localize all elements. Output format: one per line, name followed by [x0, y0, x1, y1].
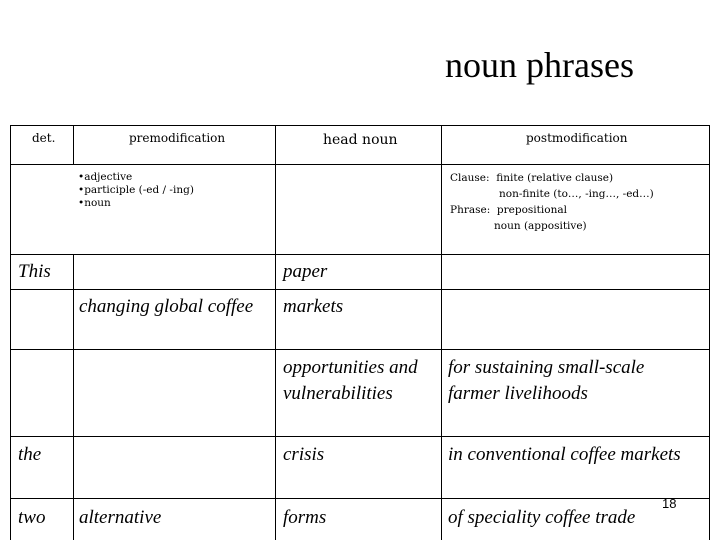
- col-divider-det: [73, 125, 74, 165]
- row4-postmod: in conventional coffee markets: [448, 444, 681, 465]
- premod-note-item: •participle (-ed / -ing): [78, 184, 194, 196]
- row1-head: paper: [283, 261, 328, 282]
- col-divider-premod: [275, 125, 276, 540]
- row5-det: two: [18, 507, 46, 528]
- row-separator: [10, 289, 710, 290]
- row4-head: crisis: [283, 444, 325, 465]
- premod-note-item: •adjective: [78, 171, 133, 183]
- row4-det: the: [18, 444, 42, 465]
- page-number: 18: [662, 496, 677, 511]
- row3-postmod: for sustaining small-scale farmer livelihoods: [448, 357, 645, 404]
- row5-premod: alternative: [79, 507, 162, 528]
- header-head-noun: head noun: [323, 132, 398, 148]
- header-postmodification: postmodification: [526, 131, 628, 145]
- col-divider-head: [441, 125, 442, 540]
- notes-bottom-border: [10, 254, 710, 255]
- row1-det: This: [18, 261, 51, 282]
- row-separator: [10, 349, 710, 350]
- postmod-note-item: Phrase: prepositional: [450, 204, 567, 216]
- postmod-note-item: noun (appositive): [494, 220, 587, 232]
- row2-premod: changing global coffee: [79, 296, 254, 317]
- table-right-border: [709, 125, 710, 540]
- table-top-border: [10, 125, 710, 126]
- row5-postmod: of speciality coffee trade: [448, 507, 636, 528]
- slide-title: noun phrases: [445, 45, 634, 85]
- postmod-note-item: non-finite (to…, -ing…, -ed…): [499, 188, 654, 200]
- postmod-note-item: Clause: finite (relative clause): [450, 172, 614, 184]
- row2-head: markets: [283, 296, 344, 317]
- row5-head: forms: [283, 507, 327, 528]
- header-det: det.: [32, 131, 56, 145]
- premod-note-item: •noun: [78, 197, 111, 209]
- row-separator: [10, 498, 710, 499]
- header-premodification: premodification: [129, 131, 226, 145]
- header-separator: [10, 164, 710, 165]
- row-separator: [10, 436, 710, 437]
- row3-head: opportunities and vulnerabilities: [283, 357, 418, 404]
- table-left-border: [10, 125, 11, 540]
- col-divider-det-lower: [73, 254, 74, 540]
